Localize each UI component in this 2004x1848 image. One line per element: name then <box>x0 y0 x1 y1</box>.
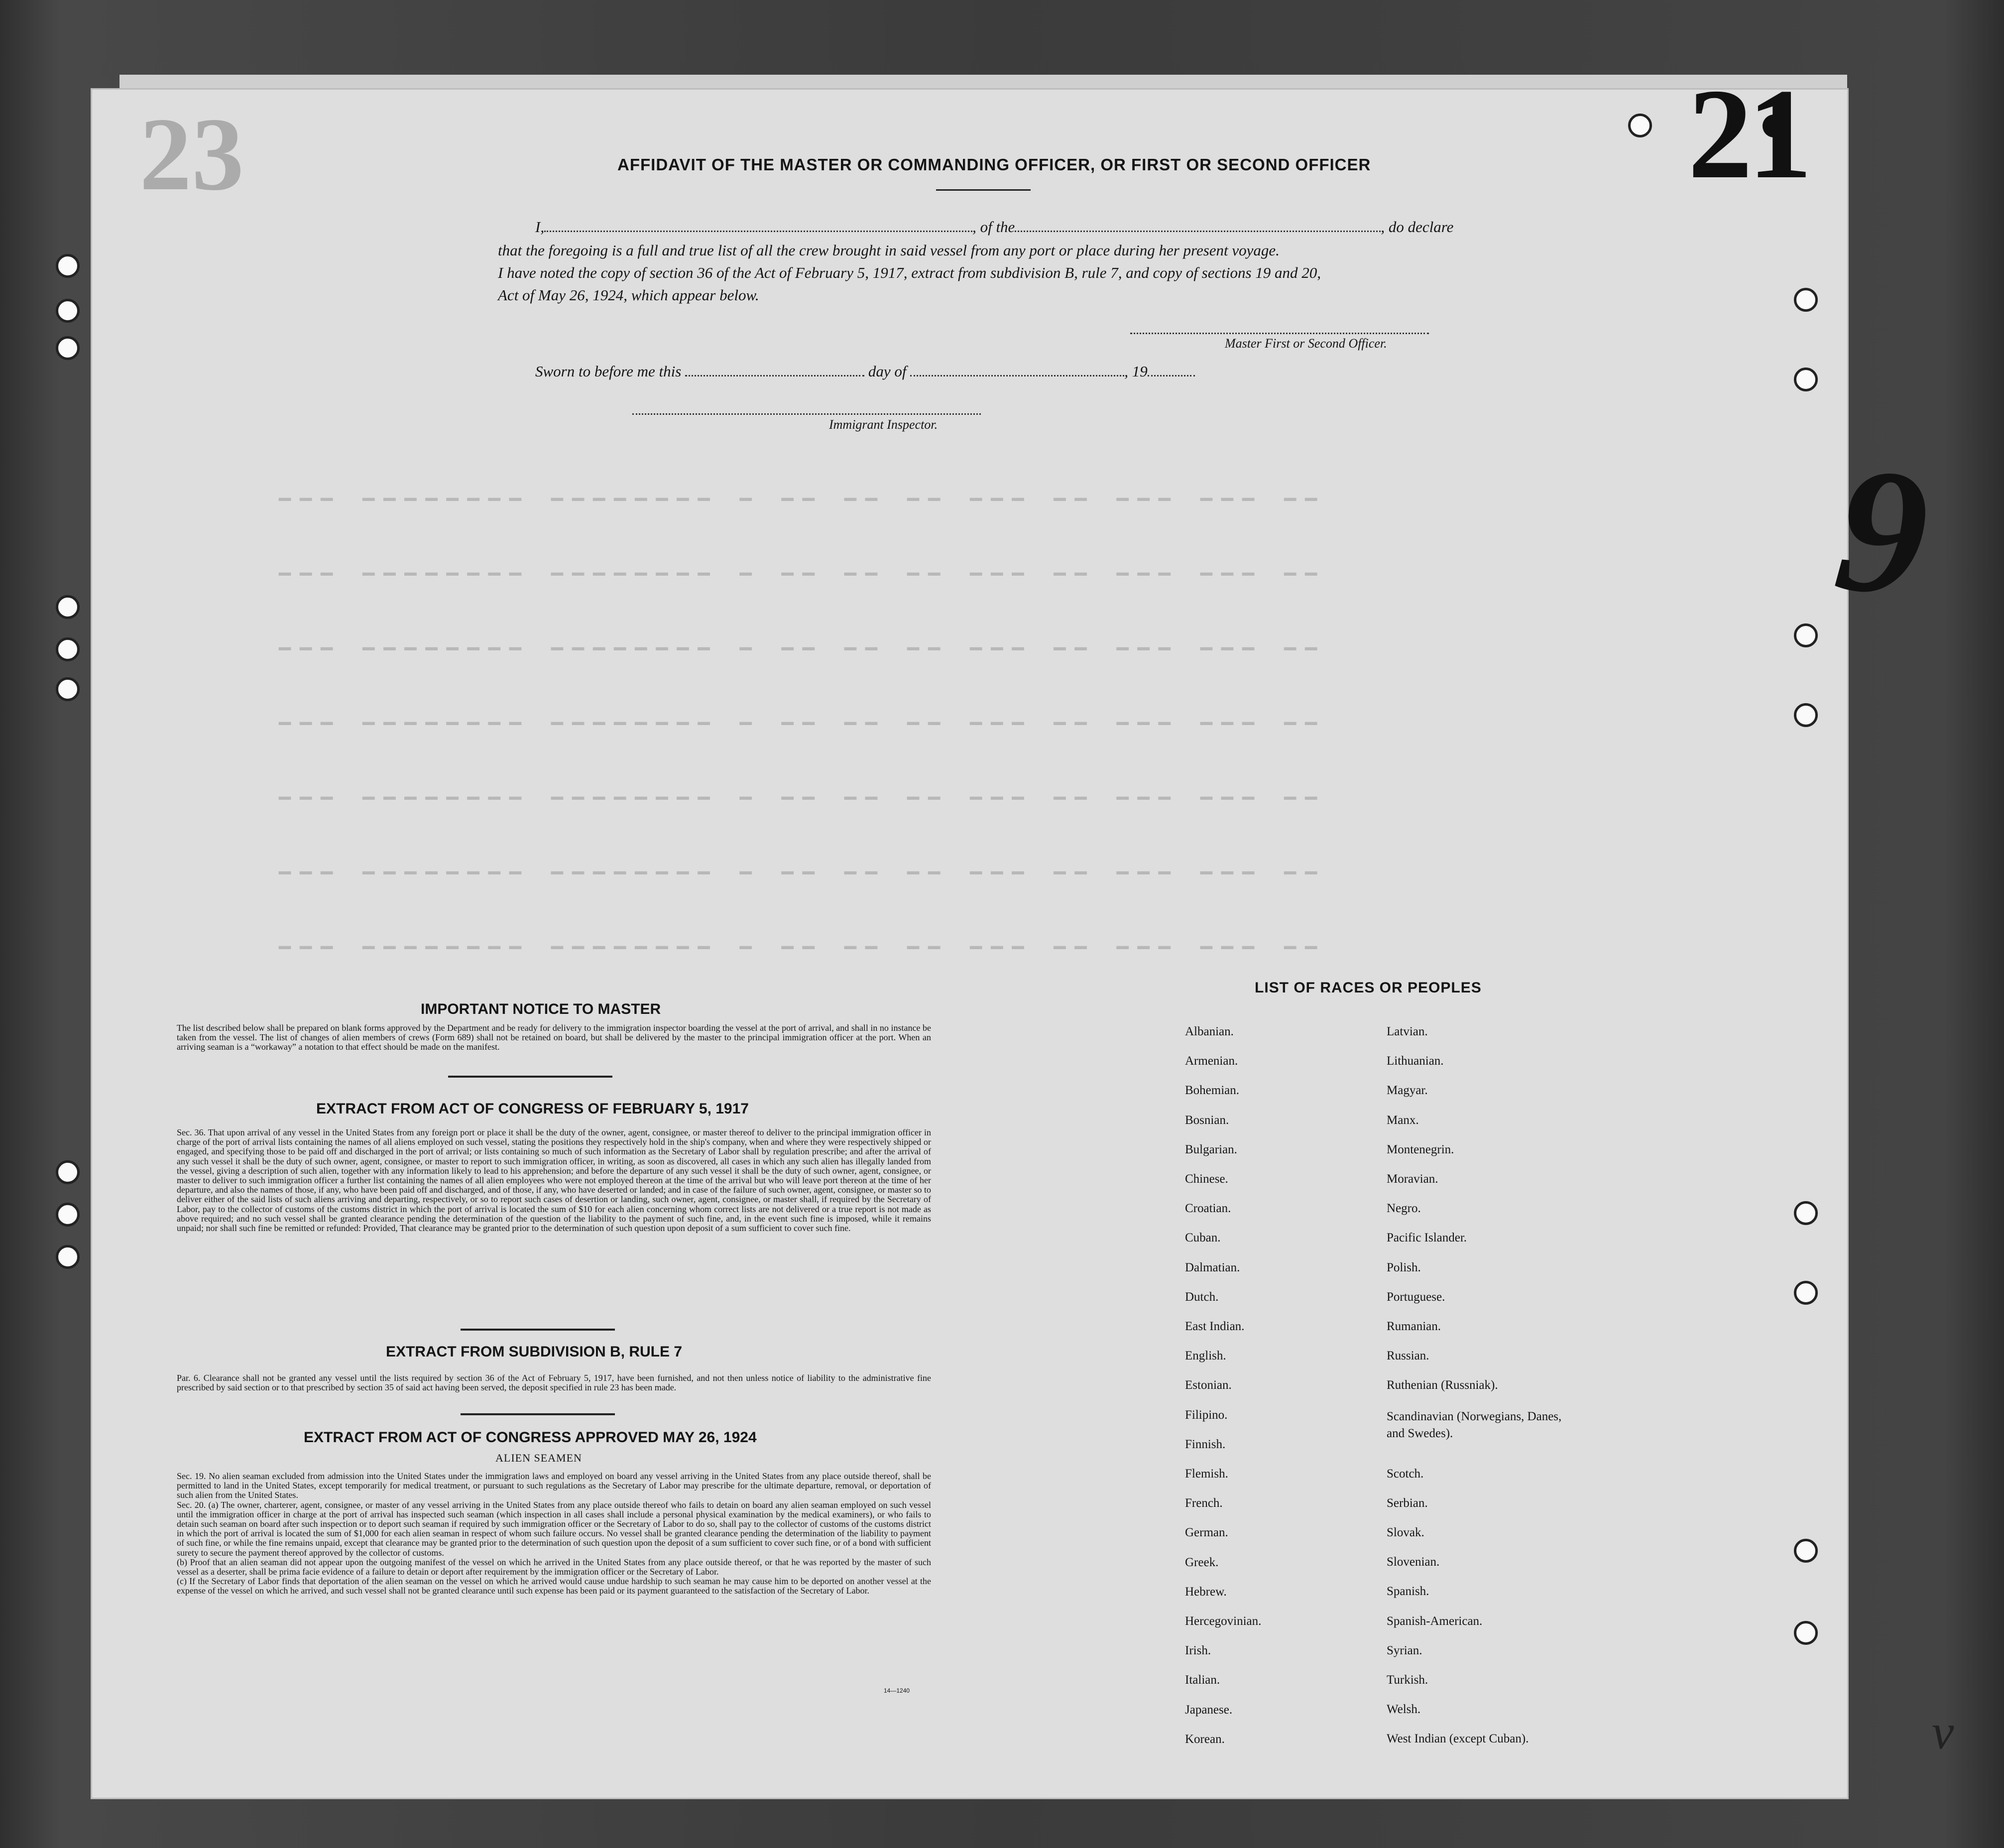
race-item: Slovak. <box>1387 1526 1424 1539</box>
sec-20a-text: Sec. 20. (a) The owner, charterer, agent, consignee, or master of any vessel arriving in the United States from any place outside thereof who fails to detain on board any alien seaman employed on such vessel until the immigration officer in charge at the port of arrival has inspected such seaman (which inspection in all cases shall include a personal physical examination by the medical examiners), or who fails to detain such seaman on board after such inspection or to deport such seaman if required by such immigration officer or the Secretary of Labor to do so, shall pay to the collector of customs of the customs district in which the port of arrival is located the sum of $1,000 for each alien seaman in respect of whom such failure occurs. No vessel shall be granted clearance pending the determination of the liability to payment of such fine, or while the fine remains unpaid, except that clearance may be granted prior to the determination of such question upon the deposit of a sum sufficient to cover such fine, or of a bond with sufficient surety to secure the payment thereof approved by the collector of customs. <box>177 1499 931 1558</box>
binder-hole <box>56 1203 80 1227</box>
race-item: Syrian. <box>1387 1644 1422 1657</box>
race-item: Greek. <box>1185 1556 1219 1569</box>
section-divider <box>448 1076 612 1078</box>
race-item: Spanish. <box>1387 1585 1429 1598</box>
declaration-line-1 <box>535 218 1453 236</box>
race-item: Bohemian. <box>1185 1084 1240 1097</box>
race-item: Polish. <box>1387 1261 1421 1274</box>
section-divider <box>461 1329 615 1331</box>
race-item: English. <box>1185 1349 1226 1362</box>
race-item: Serbian. <box>1387 1496 1428 1510</box>
race-item: Japanese. <box>1185 1703 1233 1717</box>
extract-1924-text <box>177 1472 931 1596</box>
race-item: Magyar. <box>1387 1084 1428 1097</box>
notice-text: The list described below shall be prepared on blank forms approved by the Department and be ready for delivery to the immigration inspector boarding the vessel at the port of arrival, and shall in no instance be taken from the vessel. The list of changes of alien members of crews (Form 689) shall not be retained on board, but shall be delivered by the master to the principal immigration officer at the port. When an arriving seaman is a “workaway” a notation to that effect should be made on the manifest. <box>177 1023 931 1052</box>
race-item: Slovenian. <box>1387 1555 1440 1569</box>
binder-hole <box>56 336 80 360</box>
race-item: Lithuanian. <box>1387 1054 1444 1068</box>
i-label: I, <box>535 218 545 236</box>
race-item: Scotch. <box>1387 1467 1424 1480</box>
race-item: Pacific Islander. <box>1387 1231 1467 1244</box>
punch-hole <box>1794 368 1818 391</box>
master-signature-blank[interactable] <box>1130 333 1429 334</box>
race-item: German. <box>1185 1526 1228 1539</box>
declaration-line-4: Act of May 26, 1924, which appear below. <box>498 286 759 304</box>
race-item: Estonian. <box>1185 1378 1232 1392</box>
race-item: Dalmatian. <box>1185 1261 1240 1274</box>
vessel-blank[interactable] <box>1015 231 1381 232</box>
sworn-line <box>535 363 1195 380</box>
punch-hole <box>1794 1621 1818 1645</box>
day-of-label: day of <box>868 363 907 380</box>
binder-hole <box>56 1245 80 1269</box>
race-item: Scandinavian (Norwegians, Danes, and Swedes). <box>1387 1410 1562 1440</box>
race-item: Montenegrin. <box>1387 1143 1454 1156</box>
race-item: Korean. <box>1185 1732 1225 1746</box>
title-divider <box>936 189 1031 191</box>
sworn-day-blank[interactable] <box>685 375 864 376</box>
race-item: Bulgarian. <box>1185 1143 1237 1156</box>
race-item: Irish. <box>1185 1644 1211 1657</box>
race-item: Cuban. <box>1185 1231 1221 1244</box>
of-the-label: , of the <box>972 218 1015 236</box>
name-blank[interactable] <box>544 231 972 232</box>
pencil-annotation: 9 <box>1828 428 1936 634</box>
punch-hole <box>1794 1539 1818 1563</box>
punch-hole <box>1794 288 1818 312</box>
race-item: French. <box>1185 1496 1223 1510</box>
race-item: Manx. <box>1387 1113 1419 1127</box>
sworn-month-blank[interactable] <box>910 375 1124 376</box>
race-item: Croatian. <box>1185 1202 1231 1215</box>
rule7-heading: EXTRACT FROM SUBDIVISION B, RULE 7 <box>386 1344 683 1360</box>
punch-hole <box>1794 623 1818 647</box>
race-item: Italian. <box>1185 1673 1220 1687</box>
binder-hole <box>56 254 80 278</box>
race-item: Filipino. <box>1185 1408 1228 1422</box>
extract-1917-heading: EXTRACT FROM ACT OF CONGRESS OF FEBRUARY 5, 1917 <box>316 1101 749 1117</box>
race-item: Dutch. <box>1185 1290 1219 1304</box>
master-signature-label: Master First or Second Officer. <box>1225 336 1387 351</box>
declaration-line-2: that the foregoing is a full and true list of all the crew brought in said vessel from any port or place during her present voyage. <box>498 242 1280 259</box>
corner-stamp-number: 23 <box>139 97 244 212</box>
race-item: Albanian. <box>1185 1025 1234 1038</box>
race-item: Bosnian. <box>1185 1113 1229 1127</box>
extract-1924-heading: EXTRACT FROM ACT OF CONGRESS APPROVED MAY 26, 1924 <box>304 1429 757 1446</box>
inspector-signature-label: Immigrant Inspector. <box>829 417 938 432</box>
affidavit-title: AFFIDAVIT OF THE MASTER OR COMMANDING OFFICER, OR FIRST OR SECOND OFFICER <box>617 155 1371 174</box>
race-item: Flemish. <box>1185 1467 1228 1480</box>
form-number: 14—1240 <box>884 1687 910 1694</box>
race-item: Russian. <box>1387 1349 1429 1362</box>
race-item: Hercegovinian. <box>1185 1614 1262 1628</box>
race-item: Finnish. <box>1185 1438 1226 1451</box>
punch-hole <box>1794 1281 1818 1305</box>
punch-hole <box>1794 1201 1818 1225</box>
race-item: Rumanian. <box>1387 1320 1441 1333</box>
year-label: , 19 <box>1124 363 1148 380</box>
section-divider <box>461 1413 615 1415</box>
rule7-text: Par. 6. Clearance shall not be granted any vessel until the lists required by section 36 of the Act of February 5, 1917, have been furnished, and not then unless notice of liability to the administrative fine prescribed by said section or to that prescribed by section 35 of said act having been served, the deposit specified in rule 23 has been made. <box>177 1373 931 1393</box>
race-item: Turkish. <box>1387 1673 1428 1687</box>
race-item: Hebrew. <box>1185 1585 1227 1599</box>
binder-hole <box>56 299 80 323</box>
races-heading: LIST OF RACES OR PEOPLES <box>1255 980 1482 996</box>
race-item: Latvian. <box>1387 1025 1428 1038</box>
inspector-signature-blank[interactable] <box>632 413 981 415</box>
punch-hole <box>1794 703 1818 727</box>
extract-1917-text: Sec. 36. That upon arrival of any vessel in the United States from any foreign port or place it shall be the duty of the owner, agent, consignee, or master thereof to deliver to the principal immigration officer in charge of the port of arrival lists containing the names of all aliens employed on such vessel, stating the positions they respectively hold in the ship's company, when and where they were respectively shipped or engaged, and specifying those to be paid off and discharged in the port of arrival; or lists containing so much of such information as the Secretary of Labor shall by regulation prescribe; and after the arrival of any such vessel it shall be the duty of such owner, agent, consignee, or master to report to such immigration officer, in writing, as soon as discovered, all cases in which any such alien has illegally landed from the vessel, giving a description of such alien, together with any information likely to lead to his apprehension; and before the departure of any such vessel it shall be the duty of such owner, agent, consignee, or master to deliver to such immigration officer a further list containing the names of all alien employees who were not employed thereon at the time of the arrival but who will leave port thereon at the time of her departure, and also the names of those, if any, who have been paid off and discharged, and of those, if any, who have deserted or landed; and in case of the failure of such owner, agent, consignee, or master so to deliver either of the said lists of such aliens arriving and departing, respectively, or so to report such cases of desertion or landing, such owner, agent, consignee, or master shall, if required by the Secretary of Labor, pay to the collector of customs of the customs district in which the port of arrival is located the sum of $10 for each alien concerning whom correct lists are not delivered or a true report is not made as above required; and no such vessel shall be granted clearance pending the determination of the question of the liability to the payment of such fine, and, in the event such fine is imposed, while it remains unpaid; nor shall such fine be remitted or refunded: Provided, That clearance may be granted prior to the determination of such question upon deposit of a sum sufficient to cover such fine. <box>177 1127 931 1233</box>
alien-seamen-subheading: ALIEN SEAMEN <box>495 1452 582 1464</box>
binder-hole <box>56 1160 80 1184</box>
punch-hole <box>1628 114 1652 137</box>
race-item: Ruthenian (Russniak). <box>1387 1378 1498 1392</box>
notice-heading: IMPORTANT NOTICE TO MASTER <box>421 1001 661 1017</box>
sec-19-text: Sec. 19. No alien seaman excluded from admission into the United States under the immigration laws and employed on board any vessel arriving in the United States from any place outside thereof, shall be permitted to land in the United States, except temporarily for medical treatment, or pursuant to such regulations as the Secretary of Labor may prescribe for the ultimate departure, removal, or deportation of such alien from the United States. <box>177 1471 931 1500</box>
race-item: West Indian (except Cuban). <box>1387 1732 1529 1745</box>
sworn-year-blank[interactable] <box>1148 375 1195 376</box>
pencil-check: v <box>1932 1704 1954 1759</box>
declaration-line-3: I have noted the copy of section 36 of the Act of February 5, 1917, extract from subdivision B, rule 7, and copy of sections 19 and 20, <box>498 264 1321 281</box>
race-item: Spanish-American. <box>1387 1614 1483 1628</box>
race-item: Chinese. <box>1185 1172 1228 1186</box>
race-item: Moravian. <box>1387 1172 1438 1186</box>
race-item: Portuguese. <box>1387 1290 1445 1304</box>
page-number: 21 <box>1688 62 1807 206</box>
sworn-label: Sworn to before me this <box>535 363 682 380</box>
binder-hole <box>56 637 80 661</box>
binder-hole <box>56 595 80 619</box>
race-item: Welsh. <box>1387 1703 1421 1716</box>
do-declare-label: , do declare <box>1381 218 1454 236</box>
sec-20c-text: (c) If the Secretary of Labor finds that deportation of the alien seaman on the vessel on which he arrived would cause undue hardship to such seaman he may cause him to be deported on another vessel at the expense of the vessel on which he arrived, and such vessel shall not be granted clearance until such expense has been paid or its payment guaranteed to the satisfaction of the Secretary of Labor. <box>177 1576 931 1596</box>
race-item: Negro. <box>1387 1202 1421 1215</box>
sec-20b-text: (b) Proof that an alien seaman did not appear upon the outgoing manifest of the vessel on which he arrived in the United States from any place outside thereof, or that he was reported by the master of such vessel as a deserter, shall be prima facie evidence of a failure to detain or deport after requirement by the immigration officer or the Secretary of Labor. <box>177 1557 931 1577</box>
race-item: East Indian. <box>1185 1320 1245 1333</box>
race-item: Armenian. <box>1185 1054 1238 1068</box>
binder-hole <box>56 677 80 701</box>
